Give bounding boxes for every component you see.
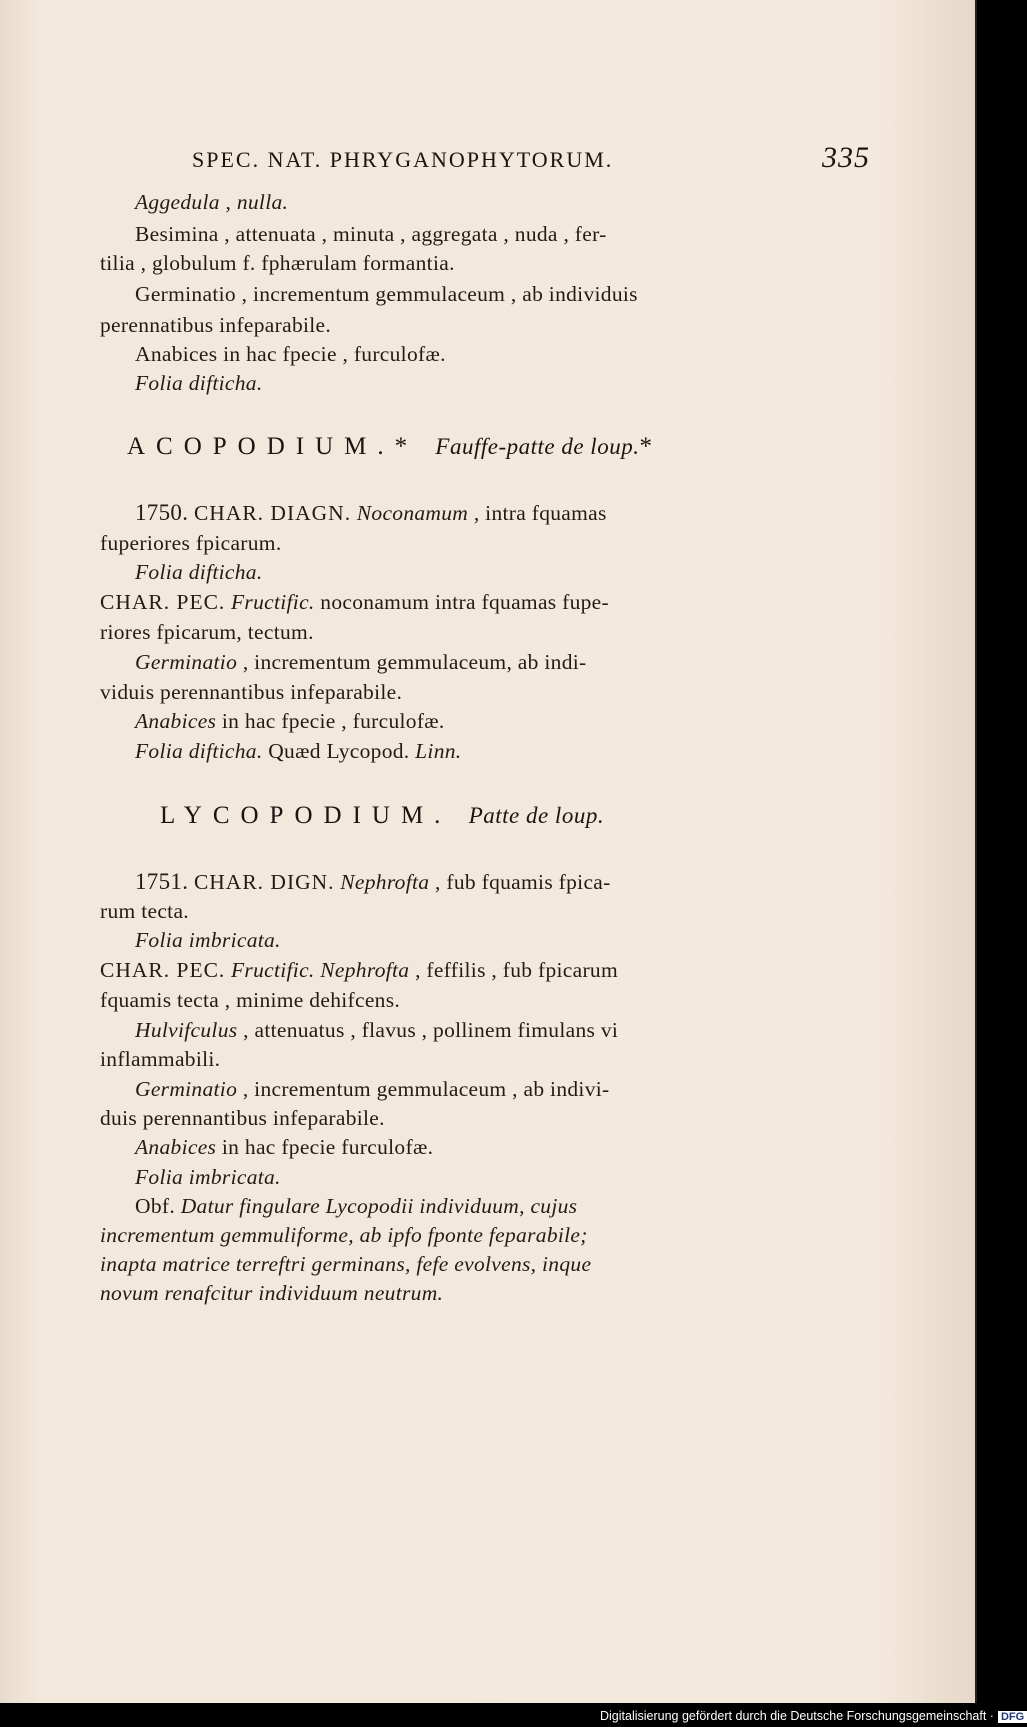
entry-1751-line8: Germinatio , incrementum gemmulaceum , ab indivi- [135,1077,610,1101]
text-line: Folia difticha. [135,560,263,584]
text-line: Germinatio , incrementum gemmulaceum , ab individuis [135,282,638,306]
section-heading-lycopodium: LYCOPODIUM. Patte de loup. [160,802,605,829]
observation-line2: incrementum gemmuliforme, ab ipfo fponte feparabile; [100,1223,588,1247]
text-line: Folia imbricata. [135,1165,281,1189]
entry-1750-line1: 1750. CHAR. DIAGN. Noconamum , intra fquamas [135,500,607,525]
section-heading-acopodium: ACOPODIUM.* Fauffe-patte de loup.* [127,433,663,460]
dfg-logo: DFG [998,1711,1027,1723]
entry-1750-line8: Anabices in hac fpecie , furculofæ. [135,709,445,733]
digitization-credit: Digitalisierung gefördert durch die Deutsche Forschungsgemeinschaft · DFG [600,1709,1027,1723]
running-header [192,141,870,181]
entry-1751-line10: Anabices in hac fpecie furculofæ. [135,1135,434,1159]
text-line: riores fpicarum, tectum. [100,620,314,644]
header-title: SPEC. NAT. PHRYGANOPHYTORUM. [192,147,614,172]
observation-line4: novum renafcitur individuum neutrum. [100,1281,444,1305]
text-line: Folia imbricata. [135,928,281,952]
text-line: perennatibus infeparabile. [100,313,332,337]
text-line: fquamis tecta , minime dehifcens. [100,988,401,1012]
observation-line1: Obf. Datur fingulare Lycopodii individuum, cujus [135,1194,578,1218]
entry-1750-line6: Germinatio , incrementum gemmulaceum, ab indi- [135,650,587,674]
page-number: 335 [822,141,870,174]
observation-line3: inapta matrice terreftri germinans, fefe evolvens, inque [100,1252,592,1276]
text-line: fuperiores fpicarum. [100,531,282,555]
entry-1751-line4: CHAR. PEC. Fructific. Nephrofta , feffilis , fub fpicarum [100,958,618,982]
text-line: Aggedula , nulla. [135,190,289,214]
text-line: Folia difticha. [135,371,263,395]
entry-1750-line9: Folia difticha. Quæd Lycopod. Linn. [135,739,462,763]
entry-1751-line6: Hulvifculus , attenuatus , flavus , pollinem fimulans vi [135,1018,619,1042]
text-line: tilia , globulum f. fphærulam formantia. [100,251,455,275]
text-line: Besimina , attenuata , minuta , aggregata , nuda , fer- [135,222,607,246]
text-line: duis perennantibus infeparabile. [100,1106,385,1130]
text-line: Anabices in hac fpecie , furculofæ. [135,342,446,366]
text-line: rum tecta. [100,899,189,923]
entry-1751-line1: 1751. CHAR. DIGN. Nephrofta , fub fquamis fpica- [135,869,611,894]
entry-1750-line4: CHAR. PEC. Fructific. noconamum intra fquamas fupe- [100,590,609,614]
text-line: inflammabili. [100,1047,221,1071]
text-line: viduis perennantibus infeparabile. [100,680,403,704]
